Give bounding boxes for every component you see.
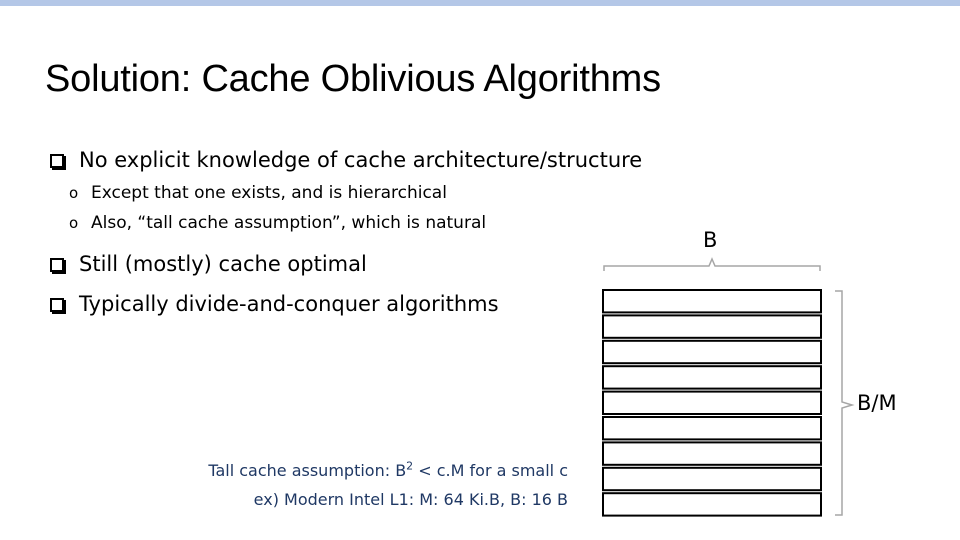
tall-cache-note: [208, 456, 568, 514]
height-brace: [835, 291, 852, 515]
cache-block-row: [603, 493, 821, 515]
note-line-1-pre: Tall cache assumption: B: [208, 461, 407, 480]
height-label: B/M: [857, 391, 897, 415]
cache-block-row: [603, 417, 821, 439]
note-line-1-post: < c.M for a small c: [413, 461, 568, 480]
cache-block-row: [603, 392, 821, 414]
slide-title: Solution: Cache Oblivious Algorithms: [45, 58, 661, 100]
note-line-1: [208, 456, 568, 485]
bullet-1-text: No explicit knowledge of cache architecture/structure: [79, 148, 643, 172]
sub-bullet-2-text: Also, “tall cache assumption”, which is natural: [91, 213, 487, 233]
width-brace: [604, 259, 820, 271]
cache-block-row: [603, 468, 821, 490]
cache-block-row: [603, 341, 821, 363]
circle-bullet-icon: o: [69, 214, 79, 232]
note-line-1-sup: 2: [406, 459, 414, 473]
cache-block-row: [603, 366, 821, 388]
cache-block-row: [603, 290, 821, 312]
cache-block-row: [603, 442, 821, 464]
cache-block-row: [603, 315, 821, 337]
bullet-3-text: Typically divide-and-conquer algorithms: [79, 292, 499, 316]
sub-bullet-1-text: Except that one exists, and is hierarchical: [91, 183, 447, 203]
width-label: B: [703, 228, 718, 252]
bullet-2-text: Still (mostly) cache optimal: [79, 252, 367, 276]
circle-bullet-icon: o: [69, 184, 79, 202]
note-line-2: ex) Modern Intel L1: M: 64 Ki.B, B: 16 B: [253, 490, 568, 509]
cache-block-rows: [603, 290, 821, 516]
